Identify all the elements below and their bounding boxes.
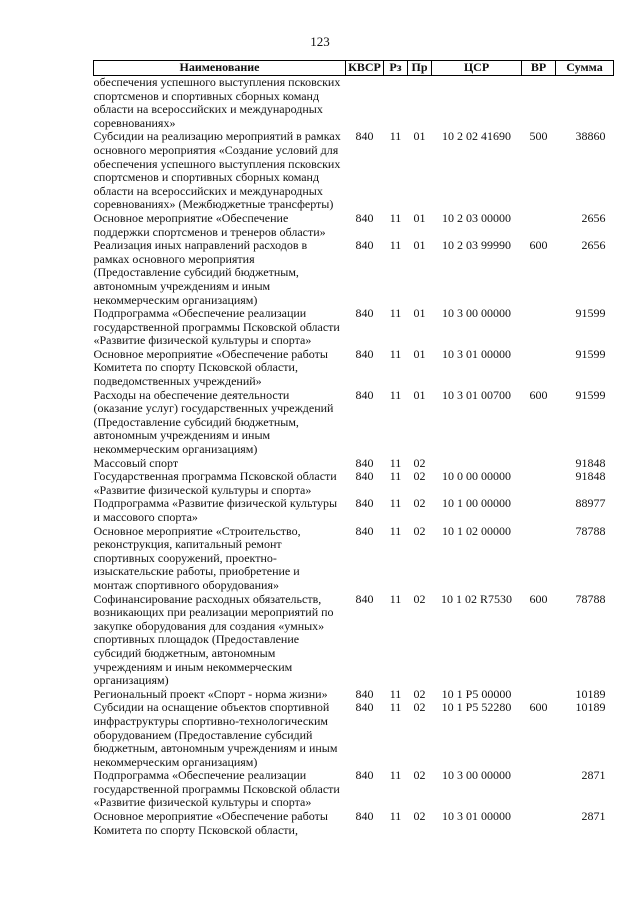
cell-vr xyxy=(522,497,556,524)
cell-kvsr: 840 xyxy=(355,306,374,321)
cell-vr: 600 xyxy=(529,591,548,606)
cell-kvsr: 840 xyxy=(355,809,374,824)
cell-kvsr: 840 xyxy=(355,523,374,538)
cell-rz: 11 xyxy=(389,455,402,470)
cell-csr: 10 0 00 00000 xyxy=(442,469,511,484)
cell-vr xyxy=(522,307,556,348)
cell-csr: 10 3 01 00000 xyxy=(442,346,511,361)
table-header-row xyxy=(94,61,614,76)
cell-vr xyxy=(522,348,556,389)
table-row xyxy=(94,810,614,837)
cell-kvsr: 840 xyxy=(355,591,374,606)
cell-kvsr: 840 xyxy=(355,469,374,484)
cell-vr: 500 xyxy=(529,129,548,144)
cell-vr: 600 xyxy=(529,387,548,402)
cell-rz: 11 xyxy=(389,346,402,361)
cell-name: Подпрограмма «Обеспечение реализации государственной программы Псковской области «Развитие физической культуры и спорта» xyxy=(93,306,340,348)
cell-sum: 2656 xyxy=(581,238,606,253)
header-kvsr: КВСР xyxy=(346,61,384,76)
cell-sum: 88977 xyxy=(575,496,606,511)
cell-sum: 38860 xyxy=(575,129,606,144)
cell-name: Региональный проект «Спорт - норма жизни» xyxy=(93,686,328,701)
cell-kvsr: 840 xyxy=(355,210,374,225)
cell-name: Расходы на обеспечение деятельности (оказание услуг) государственных учреждений (Предоставление субсидий бюджетным, автономным учреждениям и иным некоммерческим организациям) xyxy=(93,387,334,457)
cell-rz: 11 xyxy=(389,809,402,824)
cell-sum: 2871 xyxy=(581,768,606,783)
table-row xyxy=(94,593,614,688)
cell-sum: 10189 xyxy=(575,700,606,715)
cell-pr: 02 xyxy=(413,455,426,470)
cell-pr: 01 xyxy=(413,129,426,144)
cell-rz xyxy=(384,76,408,131)
header-pr: Пр xyxy=(408,61,432,76)
cell-pr: 01 xyxy=(413,387,426,402)
cell-sum: 91848 xyxy=(575,469,606,484)
cell-pr: 02 xyxy=(413,523,426,538)
table-row xyxy=(94,470,614,497)
table-row xyxy=(94,701,614,769)
cell-name: Субсидии на оснащение объектов спортивной инфраструктуры спортивно-технологическим оборудованием (Предоставление субсидий бюджетным, автономным учреждениям и иным некоммерческим организациям) xyxy=(93,700,338,769)
cell-pr: 02 xyxy=(413,469,426,484)
cell-csr: 10 1 P5 52280 xyxy=(441,700,512,715)
cell-name: Основное мероприятие «Обеспечение поддержки спортсменов и тренеров области» xyxy=(93,210,326,239)
cell-name: Основное мероприятие «Обеспечение работы Комитета по спорту Псковской области, подведомственных учреждений» xyxy=(93,346,328,389)
cell-pr: 02 xyxy=(413,591,426,606)
cell-kvsr: 840 xyxy=(355,346,374,361)
cell-sum: 91848 xyxy=(575,455,606,470)
cell-kvsr: 840 xyxy=(355,455,374,470)
cell-pr: 01 xyxy=(413,306,426,321)
cell-vr xyxy=(522,457,556,471)
cell-name: Реализация иных направлений расходов в рамках основного мероприятия (Предоставление субсидий бюджетным, автономным учреждениям и иным некоммерческим организациям) xyxy=(93,238,308,307)
cell-csr: 10 3 01 00000 xyxy=(442,809,511,824)
cell-name: обеспечения успешного выступления псковских спортсменов и спортивных сборных команд области на всероссийских и международных соревнованиях» xyxy=(93,75,341,130)
cell-name: Подпрограмма «Развитие физической культуры и массового спорта» xyxy=(93,496,338,524)
cell-kvsr xyxy=(346,76,384,131)
cell-kvsr: 840 xyxy=(355,686,374,701)
table-row xyxy=(94,348,614,389)
cell-kvsr: 840 xyxy=(355,496,374,511)
cell-csr: 10 2 03 99990 xyxy=(442,238,511,253)
cell-sum: 78788 xyxy=(575,523,606,538)
cell-rz: 11 xyxy=(389,523,402,538)
cell-kvsr: 840 xyxy=(355,238,374,253)
header-sum: Сумма xyxy=(556,61,614,76)
cell-rz: 11 xyxy=(389,238,402,253)
table-row xyxy=(94,389,614,457)
header-csr: ЦСР xyxy=(432,61,522,76)
cell-sum: 78788 xyxy=(575,591,606,606)
cell-vr xyxy=(522,525,556,593)
cell-rz: 11 xyxy=(389,768,402,783)
cell-pr: 01 xyxy=(413,238,426,253)
cell-vr xyxy=(522,810,556,837)
cell-rz: 11 xyxy=(389,591,402,606)
budget-table xyxy=(93,60,614,837)
cell-vr xyxy=(522,470,556,497)
cell-name: Подпрограмма «Обеспечение реализации государственной программы Псковской области «Развитие физической культуры и спорта» xyxy=(93,768,340,810)
cell-sum: 91599 xyxy=(575,346,606,361)
cell-rz: 11 xyxy=(389,129,402,144)
cell-name: Основное мероприятие «Обеспечение работы Комитета по спорту Псковской области, xyxy=(93,809,328,837)
cell-pr: 02 xyxy=(413,686,426,701)
table-row xyxy=(94,497,614,524)
cell-pr: 01 xyxy=(413,346,426,361)
table-row xyxy=(94,688,614,702)
table-row xyxy=(94,525,614,593)
cell-csr: 10 3 00 00000 xyxy=(442,768,511,783)
cell-pr: 02 xyxy=(413,809,426,824)
cell-rz: 11 xyxy=(389,306,402,321)
cell-csr: 10 1 02 00000 xyxy=(442,523,511,538)
cell-csr xyxy=(432,76,522,131)
cell-sum: 10189 xyxy=(575,686,606,701)
cell-pr xyxy=(408,76,432,131)
cell-csr: 10 2 03 00000 xyxy=(442,210,511,225)
table-row xyxy=(94,239,614,307)
cell-vr xyxy=(522,688,556,702)
cell-csr: 10 1 P5 00000 xyxy=(441,686,512,701)
cell-kvsr: 840 xyxy=(355,768,374,783)
cell-name: Субсидии на реализацию мероприятий в рамках основного мероприятия «Создание условий для обеспечения успешного выступления псковских спортсменов и спортивных сборных команд области на всероссийских и международных соревнованиях» (Межбюджетные трансферты) xyxy=(93,129,341,212)
cell-rz: 11 xyxy=(389,210,402,225)
cell-name: Государственная программа Псковской области «Развитие физической культуры и спорта» xyxy=(93,469,337,497)
cell-kvsr: 840 xyxy=(355,387,374,402)
table-row xyxy=(94,212,614,239)
cell-csr: 10 3 01 00700 xyxy=(442,387,511,402)
table-row xyxy=(94,76,614,131)
cell-csr: 10 2 02 41690 xyxy=(442,129,511,144)
cell-vr xyxy=(522,769,556,810)
cell-sum xyxy=(556,76,614,131)
cell-pr: 02 xyxy=(413,496,426,511)
cell-kvsr: 840 xyxy=(355,129,374,144)
cell-pr: 02 xyxy=(413,768,426,783)
cell-sum: 2656 xyxy=(581,210,606,225)
cell-sum: 91599 xyxy=(575,306,606,321)
cell-rz: 11 xyxy=(389,700,402,715)
cell-pr: 01 xyxy=(413,210,426,225)
cell-vr xyxy=(522,76,556,131)
cell-csr: 10 1 02 R7530 xyxy=(440,591,512,606)
cell-csr: 10 3 00 00000 xyxy=(442,306,511,321)
table-row xyxy=(94,130,614,212)
cell-name: Основное мероприятие «Строительство, реконструкция, капитальный ремонт спортивных сооружений, проектно-изыскательские работы, приобретение и монтаж спортивного оборудования» xyxy=(93,523,301,592)
table-row xyxy=(94,307,614,348)
header-name: Наименование xyxy=(94,61,346,76)
header-rz: Рз xyxy=(384,61,408,76)
cell-csr xyxy=(432,457,522,471)
cell-rz: 11 xyxy=(389,496,402,511)
cell-rz: 11 xyxy=(389,387,402,402)
cell-name: Софинансирование расходных обязательств, возникающих при реализации мероприятий по закупке оборудования для создания «умных» спортивных площадок (Предоставление субсидий бюджетным, автономным учреждениям и иным некоммерческим организациям) xyxy=(93,591,334,688)
cell-name: Массовый спорт xyxy=(93,455,179,470)
cell-vr: 600 xyxy=(529,700,548,715)
table-row xyxy=(94,457,614,471)
cell-sum: 2871 xyxy=(581,809,606,824)
cell-csr: 10 1 00 00000 xyxy=(442,496,511,511)
cell-vr: 600 xyxy=(529,238,548,253)
cell-sum: 91599 xyxy=(575,387,606,402)
cell-kvsr: 840 xyxy=(355,700,374,715)
cell-rz: 11 xyxy=(389,686,402,701)
page-number: 123 xyxy=(310,34,330,49)
cell-pr: 02 xyxy=(413,700,426,715)
cell-vr xyxy=(522,212,556,239)
cell-rz: 11 xyxy=(389,469,402,484)
table-row xyxy=(94,769,614,810)
header-vr: ВР xyxy=(522,61,556,76)
table-body xyxy=(94,76,614,838)
